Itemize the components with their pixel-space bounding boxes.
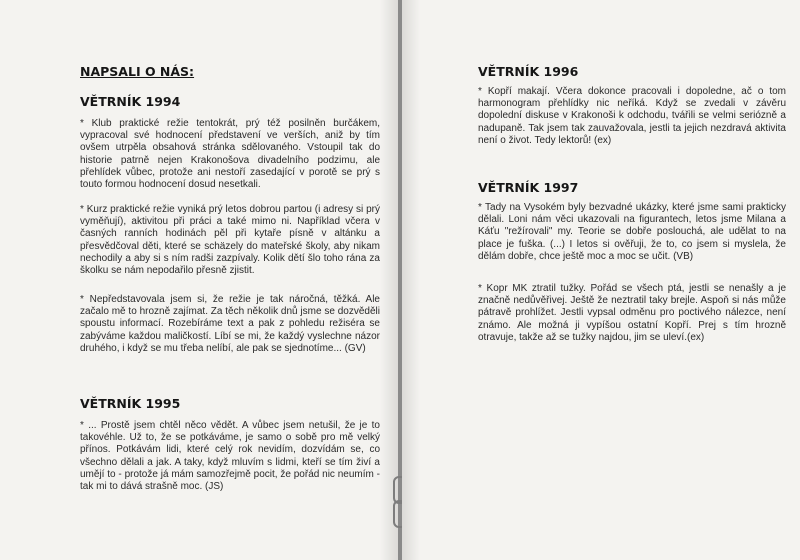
paragraph: * Nepředstavovala jsem si, že režie je tak náročná, těžká. Ale začalo mě to hrozně zajímat. Za těch několik dnů jsme se dozvěděli spoustu informací. Rozebíráme text a pak z pohledu režiséra se zabýváme každou maličkostí. Líbí se mi, že každý vyslechne názor druhého, i když se mu třeba nelíbí, ale pak se sjednotíme... (GV) [80,294,380,354]
section-title-1995: VĚTRNÍK 1995 [80,396,181,411]
right-page [402,0,800,560]
section-title-1994: VĚTRNÍK 1994 [80,94,181,109]
paragraph: * ... Prostě jsem chtěl něco vědět. A vůbec jsem netušil, že je to takovéhle. Už to, že se potkáváme, je samo o sobě pro mě velký přínos. Potkávám lidi, které celý rok nevidím, dozvídám se, co všechno dělali a jak. A taky, když mluvím s lidmi, kteří se tím živí a umějí to - protože já mám samozřejmě pocit, že pořád nic neumím - tak mi to dává strašně moc. (JS) [80,420,380,493]
left-page [0,0,398,560]
paragraph: * Klub praktické režie tentokrát, prý též posilněn burčákem, vypracoval své hodnocení představení ve verších, aniž by tím ovšem utrpěla obsahová stránka sdělovaného. Vstoupil tak do historie patrně nejen Krakonošova divadelního podzimu, ale přehlídek vůbec, protože ani nestoří zasedající v porotě se prý s touto formou hodnocení dosud nesetkali. [80,118,380,191]
paragraph: * Tady na Vysokém byly bezvadné ukázky, které jsme sami prakticky dělali. Loni nám věci ukazovali na figurantech, letos jsme Milana a Káťu "režírovali" my. Teorie se dobře poslouchá, ale udělat to na place je fuška. (...) I letos si ověřuji, že to, co jsem si myslela, že dělám dobře, chce ještě moc a moc se učit. (VB) [478,202,786,262]
paragraph: * Kurz praktické režie vyniká prý letos dobrou partou (i adresy si prý vyměňují), aktivitou při práci a také mimo ni. Například včera v časných ranních hodinách pěl při kytaře písně v altánku a přesvědčoval děti, které se schäzely do mateřské školy, aby nikam nechodily a aby si s ním radši zazpívaly. Kolik dětí šlo toho rána za školku se nám nepodařilo přesně zjistit. [80,204,380,277]
paragraph: * Kopří makají. Včera dokonce pracovali i dopoledne, ač o tom harmonogram přehlídky nic neříká. Když se zvedali v závěru dopolední diskuse v Krakonoši k odchodu, tvářili se velmi seriózně a nadupaně. Tak jsem tak zauvažovala, jestli ta jejich nezdravá aktivita není o život. Tedy lektorů! (ex) [478,86,786,146]
section-title-1996: VĚTRNÍK 1996 [478,64,579,79]
page-heading: NAPSALI O NÁS: [80,64,195,79]
paragraph: * Kopr MK ztratil tužky. Pořád se všech ptá, jestli se nenašly a je značně nedůvěřivej. Ještě že neztratil taky brejle. Aspoň si nás může pátravě prohlížet. Jestli vypsal odměnu pro poctivého nálezce, není známo. Ale možná ji vypíšou ostatní Kopří. Prej s tím hrozně otravuje, takže až se tužky najdou, jim se uleví.(ex) [478,283,786,343]
section-title-1997: VĚTRNÍK 1997 [478,180,579,195]
